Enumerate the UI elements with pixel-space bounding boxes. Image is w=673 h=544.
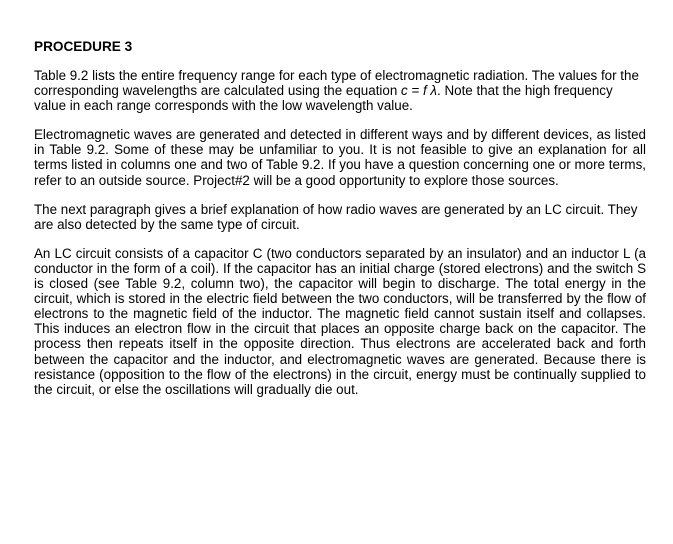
paragraph-frequency-range-tail: . Note that the high frequency value in each range corresponds with the low wavelength value. <box>34 83 613 114</box>
paragraph-frequency-range-text: Table 9.2 lists the entire frequency range for each type of electromagnetic radiation. The values for the corresponding wavelengths are calculated using the equation <box>34 68 639 99</box>
wave-equation: c = f λ <box>401 83 438 99</box>
paragraph-frequency-range <box>34 68 646 113</box>
paragraph-radio-waves: The next paragraph gives a brief explanation of how radio waves are generated by an LC circuit. They are also detected by the same type of circuit. <box>34 201 638 232</box>
paragraph-em-waves: Electromagnetic waves are generated and detected in different ways and by different devices, as listed in Table 9.2. Some of these may be unfamiliar to you. It is not feasible to give an explanation for all terms listed in columns one and two of Table 9.2. If you have a question concerning one or more terms, refer to an outside source. Project#2 will be a good opportunity to explore those sources. <box>34 127 646 188</box>
section-heading: PROCEDURE 3 <box>34 39 133 54</box>
document-page <box>34 39 646 411</box>
paragraph-lc-circuit: An LC circuit consists of a capacitor C (two conductors separated by an insulator) and an inductor L (a conductor in the form of a coil). If the capacitor has an initial charge (stored electrons) and the switch S is closed (see Table 9.2, column two), the capacitor will begin to discharge. The total energy in the circuit, which is stored in the electric field between the two conductors, will be transferred by the flow of electrons to the magnetic field of the inductor. The magnetic field cannot sustain itself and collapses. This induces an electron flow in the circuit that places an opposite charge back on the capacitor. The process then repeats itself in the opposite direction. Thus electrons are accelerated back and forth between the capacitor and the inductor, and electromagnetic waves are generated. Because there is resistance (opposition to the flow of the electrons) in the circuit, energy must be continually supplied to the circuit, or else the oscillations will gradually die out. <box>34 245 646 397</box>
